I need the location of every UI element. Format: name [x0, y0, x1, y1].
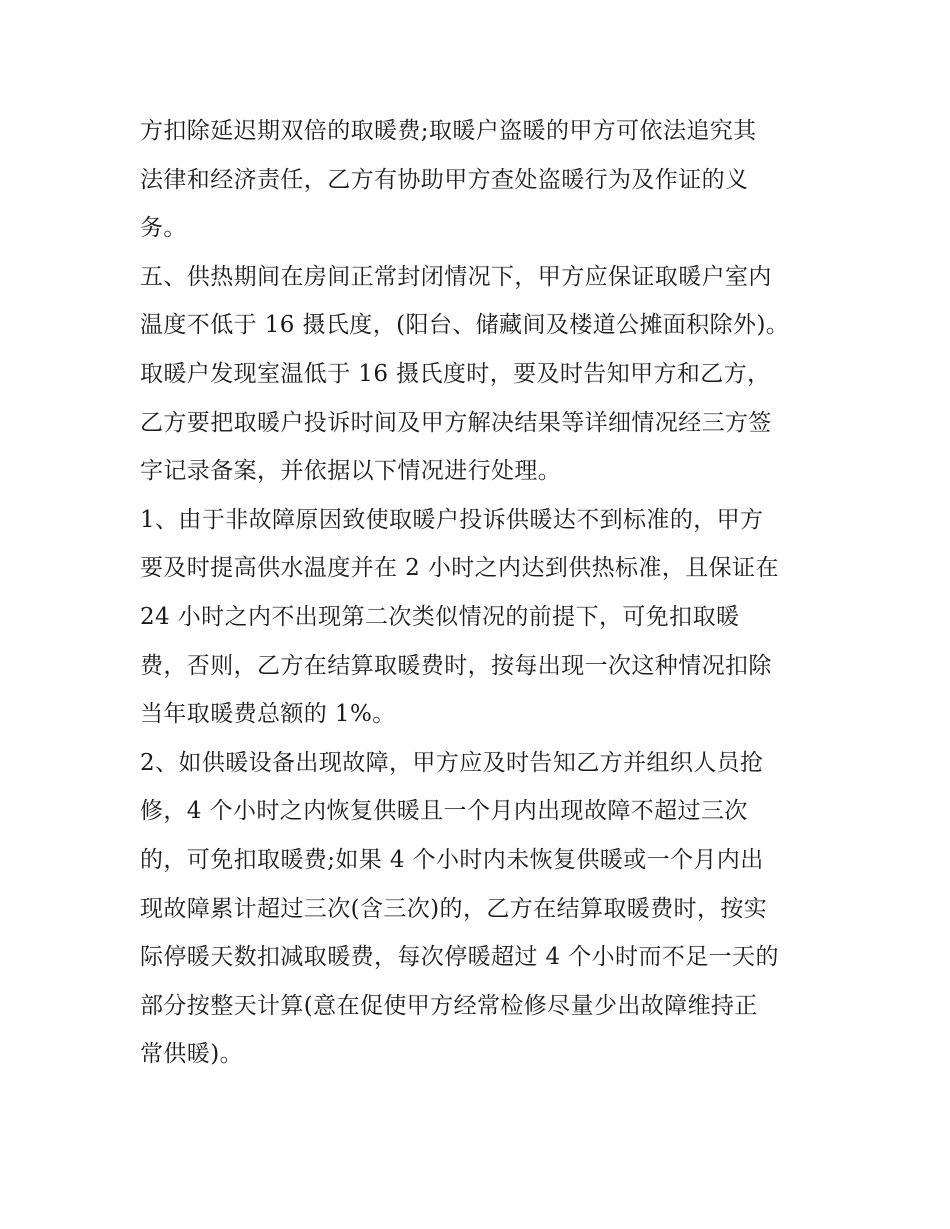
text-line: 费，否则，乙方在结算取暖费时，按每出现一次这种情况扣除: [140, 652, 772, 679]
text-line: 五、供热期间在房间正常封闭情况下，甲方应保证取暖户室内: [140, 263, 772, 290]
document-body: [140, 107, 830, 1079]
text-line: 际停暖天数扣减取暖费，每次停暖超过 4 个小时而不足一天的: [140, 944, 779, 971]
text-line: 方扣除延迟期双倍的取暖费;取暖户盗暖的甲方可依法追究其: [140, 118, 757, 144]
text-line: 常供暖)。: [140, 1041, 243, 1068]
text-line: 1、由于非故障原因致使取暖户投诉供暖达不到标准的，甲方: [140, 506, 764, 533]
text-line: 取暖户发现室温低于 16 摄氏度时，要及时告知甲方和乙方，: [140, 360, 771, 387]
text-line: 24 小时之内不出现第二次类似情况的前提下，可免扣取暖: [140, 603, 740, 630]
text-line: 修，4 个小时之内恢复供暖且一个月内出现故障不超过三次: [140, 798, 748, 825]
text-line: 2、如供暖设备出现故障，甲方应及时告知乙方并组织人员抢: [140, 749, 764, 776]
text-line: 要及时提高供水温度并在 2 小时之内达到供热标准，且保证在: [140, 555, 779, 582]
text-line: 法律和经济责任，乙方有协助甲方查处盗暖行为及作证的义: [140, 166, 749, 193]
text-line: 字记录备案，并依据以下情况进行处理。: [140, 458, 562, 485]
text-line: 乙方要把取暖户投诉时间及甲方解决结果等详细情况经三方签: [140, 409, 772, 436]
text-line: 的，可免扣取暖费;如果 4 个小时内未恢复供暖或一个月内出: [140, 846, 764, 873]
text-line: 温度不低于 16 摄氏度，(阳台、储藏间及楼道公摊面积除外)。: [140, 312, 790, 339]
text-line: 务。: [140, 215, 187, 242]
text-line: 现故障累计超过三次(含三次)的，乙方在结算取暖费时，按实: [140, 895, 768, 922]
text-line: 部分按整天计算(意在促使甲方经常检修尽量少出故障维持正: [140, 992, 758, 1019]
text-line: 当年取暖费总额的 1%。: [140, 701, 396, 728]
